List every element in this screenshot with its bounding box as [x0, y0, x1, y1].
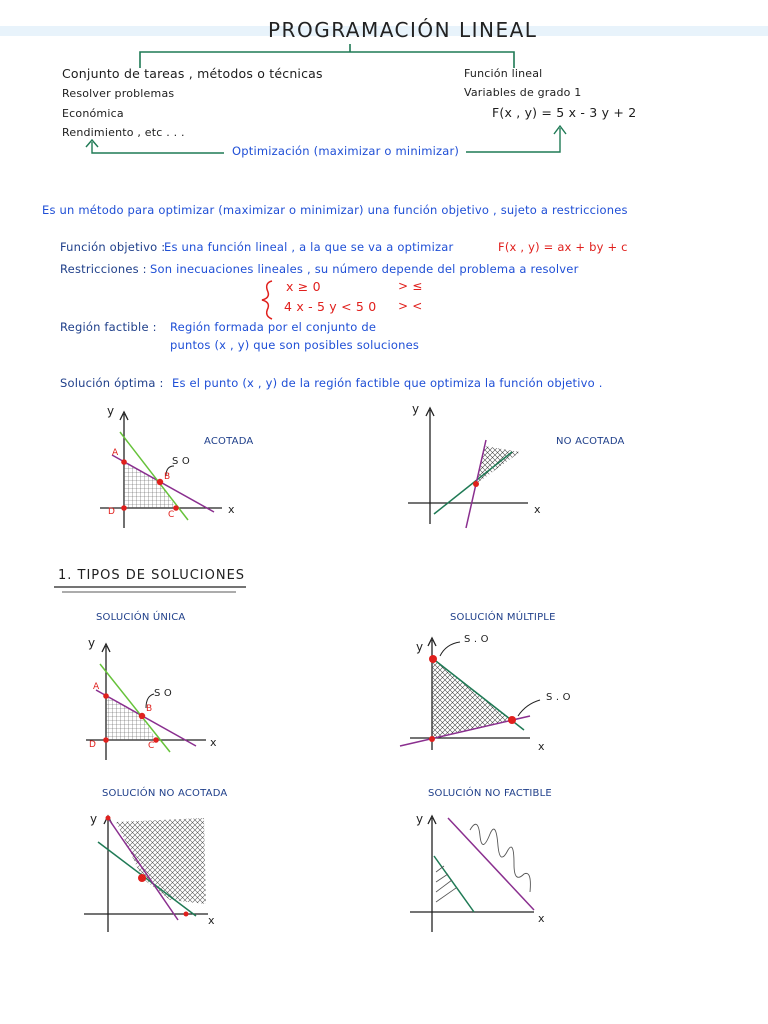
no-bounded-x-label: x [208, 914, 215, 927]
unbounded-title: NO ACOTADA [556, 436, 625, 447]
multiple-so1-label: S . O [464, 634, 489, 645]
inequality-2-symbols: > < [398, 299, 423, 313]
restrictions-text: Son inecuaciones lineales , su número depende del problema a resolver [150, 262, 579, 276]
bounded-point-A: A [112, 448, 119, 458]
unbounded-x-label: x [534, 503, 541, 516]
restrictions-label: Restricciones : [60, 262, 147, 276]
section-heading: 1. TIPOS DE SOLUCIONES [58, 568, 246, 583]
region-label: Región factible : [60, 320, 157, 334]
intro-left-line4: Rendimiento , etc . . . [62, 126, 185, 139]
intro-left-line3: Económica [62, 107, 124, 120]
solution-text: Es el punto (x , y) de la región factible que optimiza la función objetivo . [172, 376, 603, 390]
no-feasible-y-label: y [416, 812, 424, 826]
unique-point-D: D [89, 740, 97, 750]
bounded-y-label: y [107, 404, 115, 418]
bounded-title: ACOTADA [204, 436, 254, 447]
unique-x-label: x [210, 736, 217, 749]
no-bounded-title: SOLUCIÓN NO ACOTADA [102, 788, 228, 799]
region-text-2: puntos (x , y) que son posibles soluciones [170, 338, 420, 352]
no-bounded-y-label: y [90, 812, 98, 826]
intro-right-line1: Función lineal [464, 67, 543, 80]
definition-main: Es un método para optimizar (maximizar o minimizar) una función objetivo , sujeto a restricciones [42, 203, 628, 217]
multiple-y-label: y [416, 640, 424, 654]
intro-left-line2: Resolver problemas [62, 87, 175, 100]
multiple-so2-label: S . O [546, 692, 571, 703]
inequality-1-symbols: > ≤ [398, 279, 423, 293]
inequality-2: 4 x - 5 y < 5 0 [284, 299, 377, 314]
no-feasible-x-label: x [538, 912, 545, 925]
bounded-point-C: C [168, 510, 175, 520]
no-feasible-title: SOLUCIÓN NO FACTIBLE [428, 788, 552, 799]
unique-so-label: S O [154, 688, 172, 699]
multiple-x-label: x [538, 740, 545, 753]
unbounded-y-label: y [412, 402, 420, 416]
unique-title: SOLUCIÓN ÚNICA [96, 612, 186, 623]
region-text-1: Región formada por el conjunto de [170, 320, 377, 334]
multiple-title: SOLUCIÓN MÚLTIPLE [450, 612, 556, 623]
objective-label: Función objetivo : [60, 240, 166, 254]
solution-label: Solución óptima : [60, 376, 164, 390]
optimization-note: Optimización (maximizar o minimizar) [232, 144, 460, 158]
unique-point-A: A [93, 682, 100, 692]
unique-point-C: C [148, 741, 155, 751]
objective-text: Es una función lineal , a la que se va a optimizar [164, 240, 454, 254]
objective-formula: F(x , y) = ax + by + c [498, 240, 628, 254]
bounded-point-D: D [108, 507, 116, 517]
intro-right-formula: F(x , y) = 5 x - 3 y + 2 [492, 105, 637, 120]
intro-right-line2: Variables de grado 1 [464, 86, 582, 99]
bounded-point-B: B [164, 472, 171, 482]
intro-left-line1: Conjunto de tareas , métodos o técnicas [62, 66, 323, 81]
unique-y-label: y [88, 636, 96, 650]
inequality-1: x ≥ 0 [286, 279, 321, 294]
bounded-x-label: x [228, 503, 235, 516]
bounded-so-label: S O [172, 456, 190, 467]
unique-point-B: B [146, 704, 153, 714]
page-title: PROGRAMACIÓN LINEAL [268, 18, 538, 42]
